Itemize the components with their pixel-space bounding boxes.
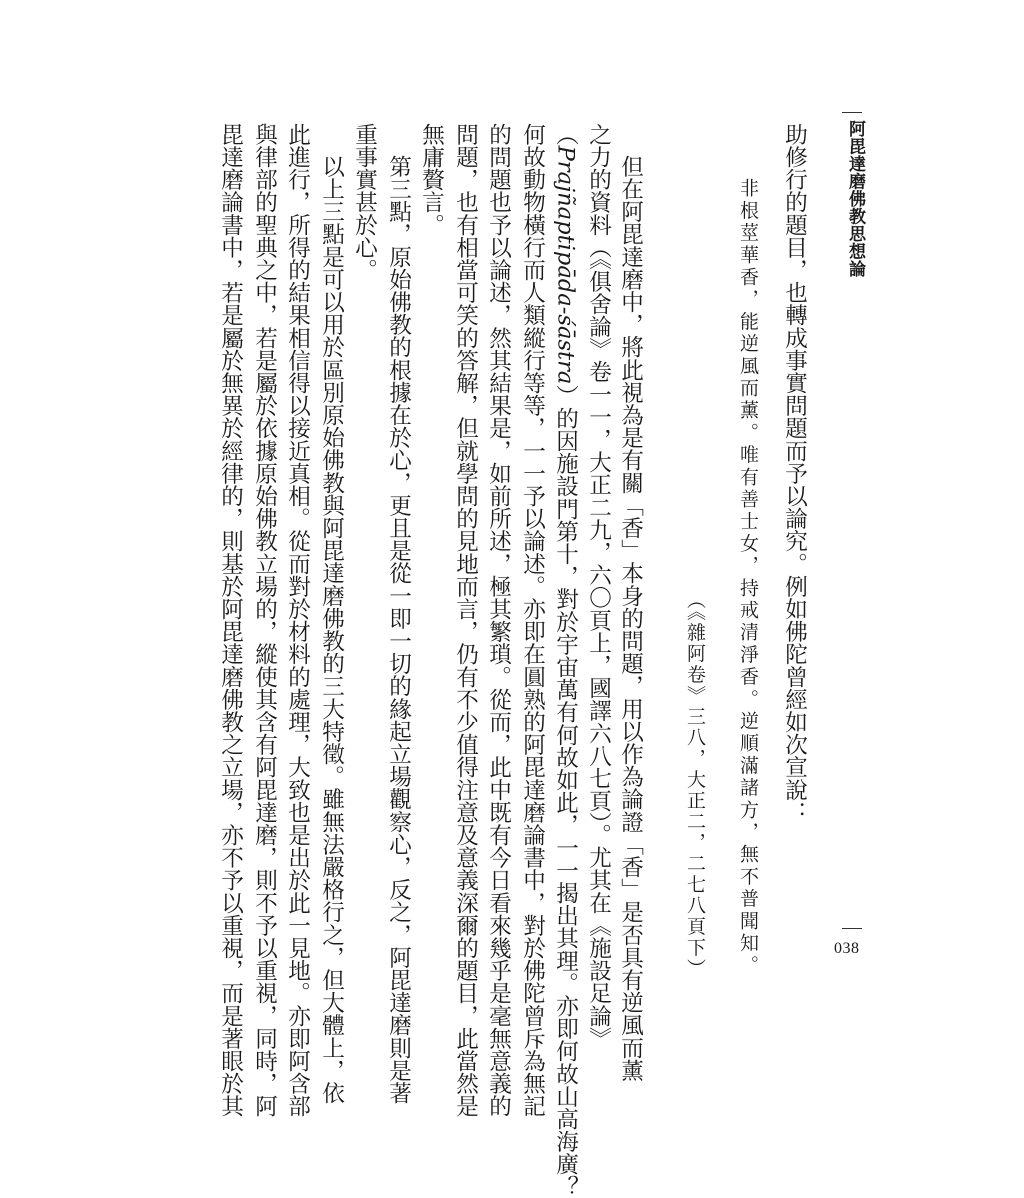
text-column-16: 毘達磨論書中，若是屬於無異於經律的，則基於阿毘達磨佛教之立場，亦不予以重視，而是著眼於其 [217,123,244,1118]
text-column-4: 但在阿毘達磨中，將此視為是有關「香」本身的問題，用以作為論證「香」是否具有逆風而薰 [617,155,644,1082]
text-column-12: 重事實甚於心。 [351,123,378,282]
header-rule [842,112,862,113]
sanskrit-title: Prajñaptipāda-śāstra [552,145,579,385]
text-column-8: 的問題也予以論述，然其結果是，如前所述，極其繁瑣。從而，此中既有今日看來幾乎是毫無意義的 [485,123,512,1118]
footer-rule [842,928,862,929]
text-column-6 [554,123,577,1198]
text-column-5: 之力的資料（《俱舍論》卷一一，大正二九，六〇頁上，國譯六八七頁）。尤其在《施設足論》 [585,123,612,1050]
paren-open: （ [552,123,579,146]
text-column-10: 無庸贅言。 [418,123,445,236]
text-column-6-rest: ）的因施設門第十，對於宇宙萬有何故如此，一一揭出其理。亦即何故山高海廣？ [552,384,579,1198]
page-number: 038 [834,940,860,957]
text-column-11: 第三點，原始佛教的根據在於心，更且是從一即一切的緣起立場觀察心，反之，阿毘達磨則是著 [385,155,412,1105]
text-column-13: 以上三點是可以用於區別原始佛教與阿毘達磨佛教的三大特徵。雖無法嚴格行之，但大體上，依 [318,155,345,1105]
text-column-14: 此進行，所得的結果相信得以接近真相。從而對於材料的處理，大致也是出於此一見地。亦即阿含部 [284,123,311,1118]
text-column-1: 助修行的題目，也轉成事實問題而予以論究。例如佛陀曾經如次宣說： [781,123,808,824]
quote-citation: （《雜阿卷》三八，大正二，二七八頁下） [684,590,706,980]
text-column-15: 與律部的聖典之中，若是屬於依據原始佛教立場的，縱使其含有阿毘達磨，則不予以重視，同時，阿 [251,123,278,1118]
running-header-title: 阿毘達磨佛教思想論 [845,120,865,278]
text-column-7: 何故動物橫行而人類縱行等等，一一予以論述。亦即在圓熟的阿毘達磨論書中，對於佛陀曾斥為無記 [519,123,546,1118]
text-column-9: 問題，也有相當可笑的答解，但就學問的見地而言，仍有不少值得注意及意義深爾的題目，此當然是 [452,123,479,1118]
quote-verse: 非根莖華香，能逆風而薰。唯有善士女，持戒清淨香。逆順滿諸方，無不普聞知。 [737,178,759,978]
